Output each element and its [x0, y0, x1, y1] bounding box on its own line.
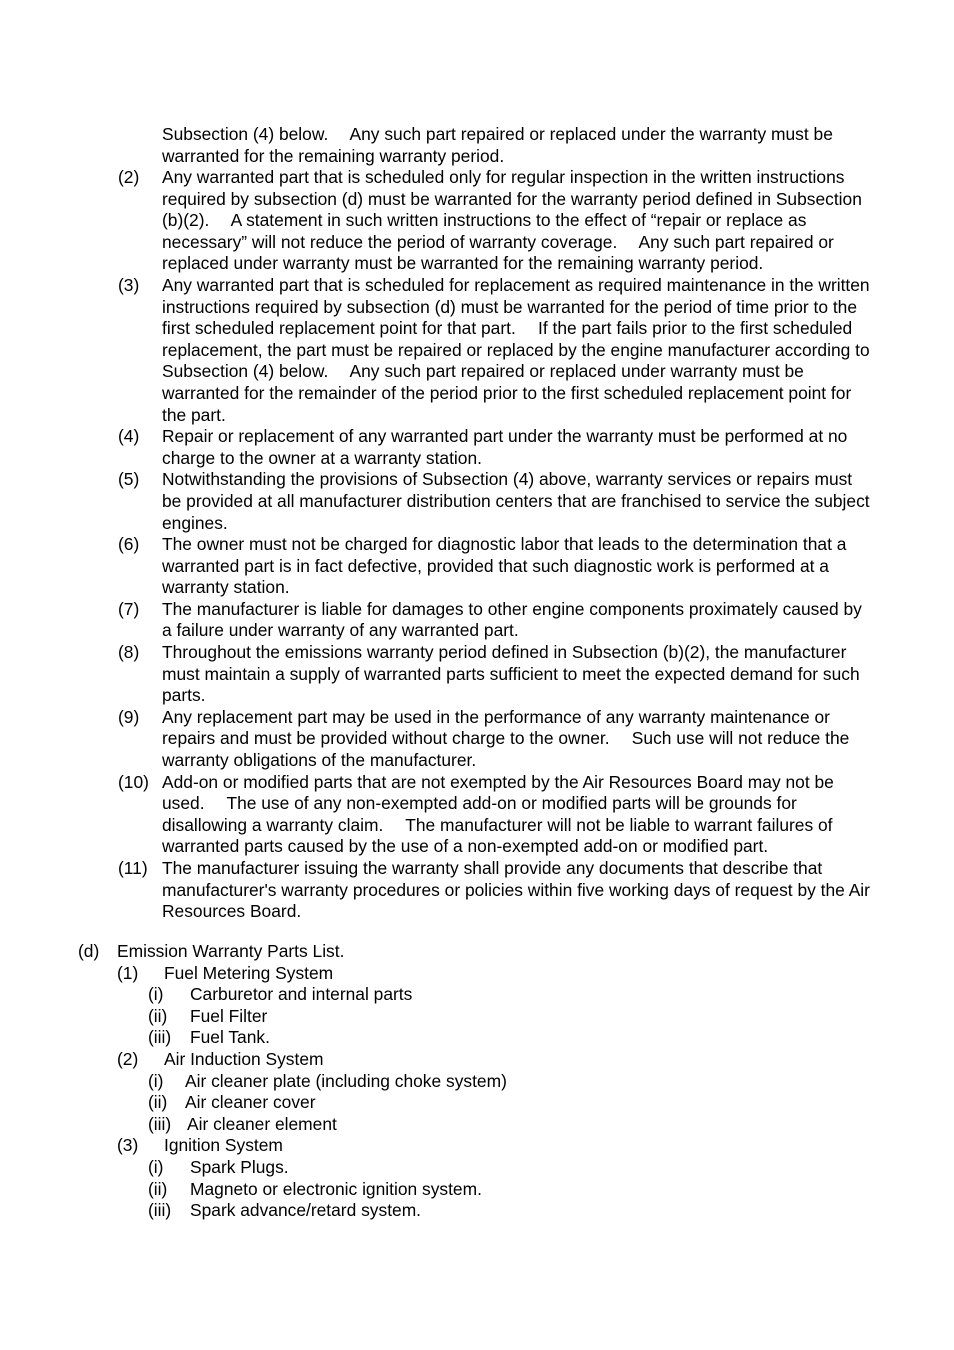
- list-item: [148, 1006, 878, 1028]
- parts-group: [117, 963, 878, 1049]
- section-title: Emission Warranty Parts List.: [117, 941, 345, 961]
- part-text: Air cleaner cover: [185, 1092, 316, 1113]
- list-item: [118, 534, 888, 599]
- item-text: Any warranted part that is scheduled for replacement as required maintenance in the written instructions required by subsection (d) must be warranted for the period of time prior to the first scheduled replacement point for that part. If the part fails prior to the first scheduled replacement, the part must be repaired or replaced by the engine manufacturer according to Subsection (4) below. Any such part repaired or replaced under warranty must be warranted for the remainder of the period prior to the first scheduled replacement point for the part.: [162, 274, 870, 425]
- part-text: Fuel Filter: [190, 1005, 268, 1026]
- list-item: [118, 426, 888, 469]
- section-heading: [78, 941, 878, 963]
- item-number: (11): [118, 858, 148, 878]
- part-text: Spark advance/retard system.: [190, 1200, 422, 1221]
- part-text: Fuel Tank.: [190, 1027, 270, 1048]
- item-number: (9): [118, 706, 140, 727]
- item-number: (5): [118, 469, 140, 490]
- list-item: [148, 1071, 878, 1093]
- list-item: [148, 1157, 878, 1179]
- item-number: (10): [118, 771, 149, 792]
- list-item: [118, 772, 888, 858]
- item-text: Any warranted part that is scheduled only for regular inspection in the written instructions required by subsection (d) must be warranted for the warranty period defined in Subsection (b)(2). A statement in such written instructions to the effect of “repair or replace as necessary” will not reduce the period of warranty coverage. Any such part repaired or replaced under warranty must be warranted for the remaining warranty period.: [162, 167, 862, 274]
- parts-group: [117, 1049, 878, 1135]
- part-number: (i): [148, 984, 164, 1005]
- group-title: Ignition System: [164, 1135, 283, 1156]
- group-heading: [117, 1135, 878, 1157]
- part-number: (i): [148, 1070, 164, 1091]
- item-text: The owner must not be charged for diagnostic labor that leads to the determination that a warranted part is in fact defective, provided that such diagnostic work is performed at a warranty station.: [162, 534, 847, 598]
- item-number: (8): [118, 642, 140, 663]
- parts-group: [117, 1135, 878, 1221]
- item-text: Add-on or modified parts that are not exempted by the Air Resources Board may not be used. The use of any non-exempted add-on or modified parts will be grounds for disallowing a warranty claim. The manufacturer will not be liable to warrant failures of warranted parts caused by the use of a non-exempted add-on or modified part.: [162, 771, 834, 857]
- part-number: (iii): [148, 1027, 172, 1048]
- part-number: (i): [148, 1156, 164, 1177]
- list-item: [118, 599, 888, 642]
- list-item: [118, 275, 888, 426]
- item-text: Throughout the emissions warranty period defined in Subsection (b)(2), the manufacturer must maintain a supply of warranted parts sufficient to meet the expected demand for such parts.: [162, 642, 860, 706]
- group-number: (1): [117, 962, 139, 983]
- list-item: [148, 1114, 878, 1136]
- list-item: [148, 1200, 878, 1222]
- part-text: Spark Plugs.: [190, 1156, 289, 1177]
- continuation-paragraph: Subsection (4) below. Any such part repaired or replaced under the warranty must be warranted for the remaining warranty period.: [162, 124, 833, 166]
- group-title: Fuel Metering System: [164, 962, 334, 983]
- list-item: [118, 167, 888, 275]
- list-item: [118, 858, 888, 923]
- item-text: The manufacturer is liable for damages to other engine components proximately caused by a failure under warranty of any warranted part.: [162, 598, 862, 641]
- part-text: Magneto or electronic ignition system.: [190, 1178, 482, 1199]
- group-title: Air Induction System: [164, 1048, 324, 1069]
- part-number: (ii): [148, 1005, 168, 1026]
- group-heading: [117, 1049, 878, 1071]
- group-number: (2): [117, 1048, 139, 1069]
- section-d-parts-list: [78, 941, 878, 1222]
- list-item: [118, 642, 888, 707]
- item-number: (6): [118, 534, 140, 555]
- list-item: [148, 1027, 878, 1049]
- part-number: (iii): [148, 1113, 172, 1134]
- list-item: [148, 984, 878, 1006]
- warranty-provisions-list: [118, 167, 888, 923]
- part-text: Air cleaner element: [187, 1113, 337, 1134]
- item-number: (7): [118, 598, 140, 619]
- group-heading: [117, 963, 878, 985]
- list-item: [148, 1179, 878, 1201]
- item-number: (4): [118, 426, 140, 447]
- part-number: (ii): [148, 1092, 168, 1113]
- item-text: Any replacement part may be used in the performance of any warranty maintenance or repairs and must be provided without charge to the owner. Such use will not reduce the warranty obligations of the manufacturer.: [162, 706, 850, 771]
- list-item: [148, 1092, 878, 1114]
- group-number: (3): [117, 1135, 139, 1156]
- list-item: [118, 469, 888, 534]
- item-text: The manufacturer issuing the warranty shall provide any documents that describe that manufacturer's warranty procedures or policies within five working days of request by the Air Resources Board.: [162, 858, 870, 922]
- part-text: Air cleaner plate (including choke system): [185, 1070, 507, 1091]
- item-text: Notwithstanding the provisions of Subsection (4) above, warranty services or repairs must be provided at all manufacturer distribution centers that are franchised to service the subject engines.: [162, 469, 870, 533]
- part-number: (iii): [148, 1200, 172, 1221]
- list-item: [118, 707, 888, 772]
- part-text: Carburetor and internal parts: [190, 984, 413, 1005]
- section-number: (d): [78, 941, 100, 961]
- part-number: (ii): [148, 1178, 168, 1199]
- item-text: Repair or replacement of any warranted part under the warranty must be performed at no charge to the owner at a warranty station.: [162, 426, 848, 468]
- item-number: (3): [118, 274, 140, 295]
- item-number: (2): [118, 167, 140, 187]
